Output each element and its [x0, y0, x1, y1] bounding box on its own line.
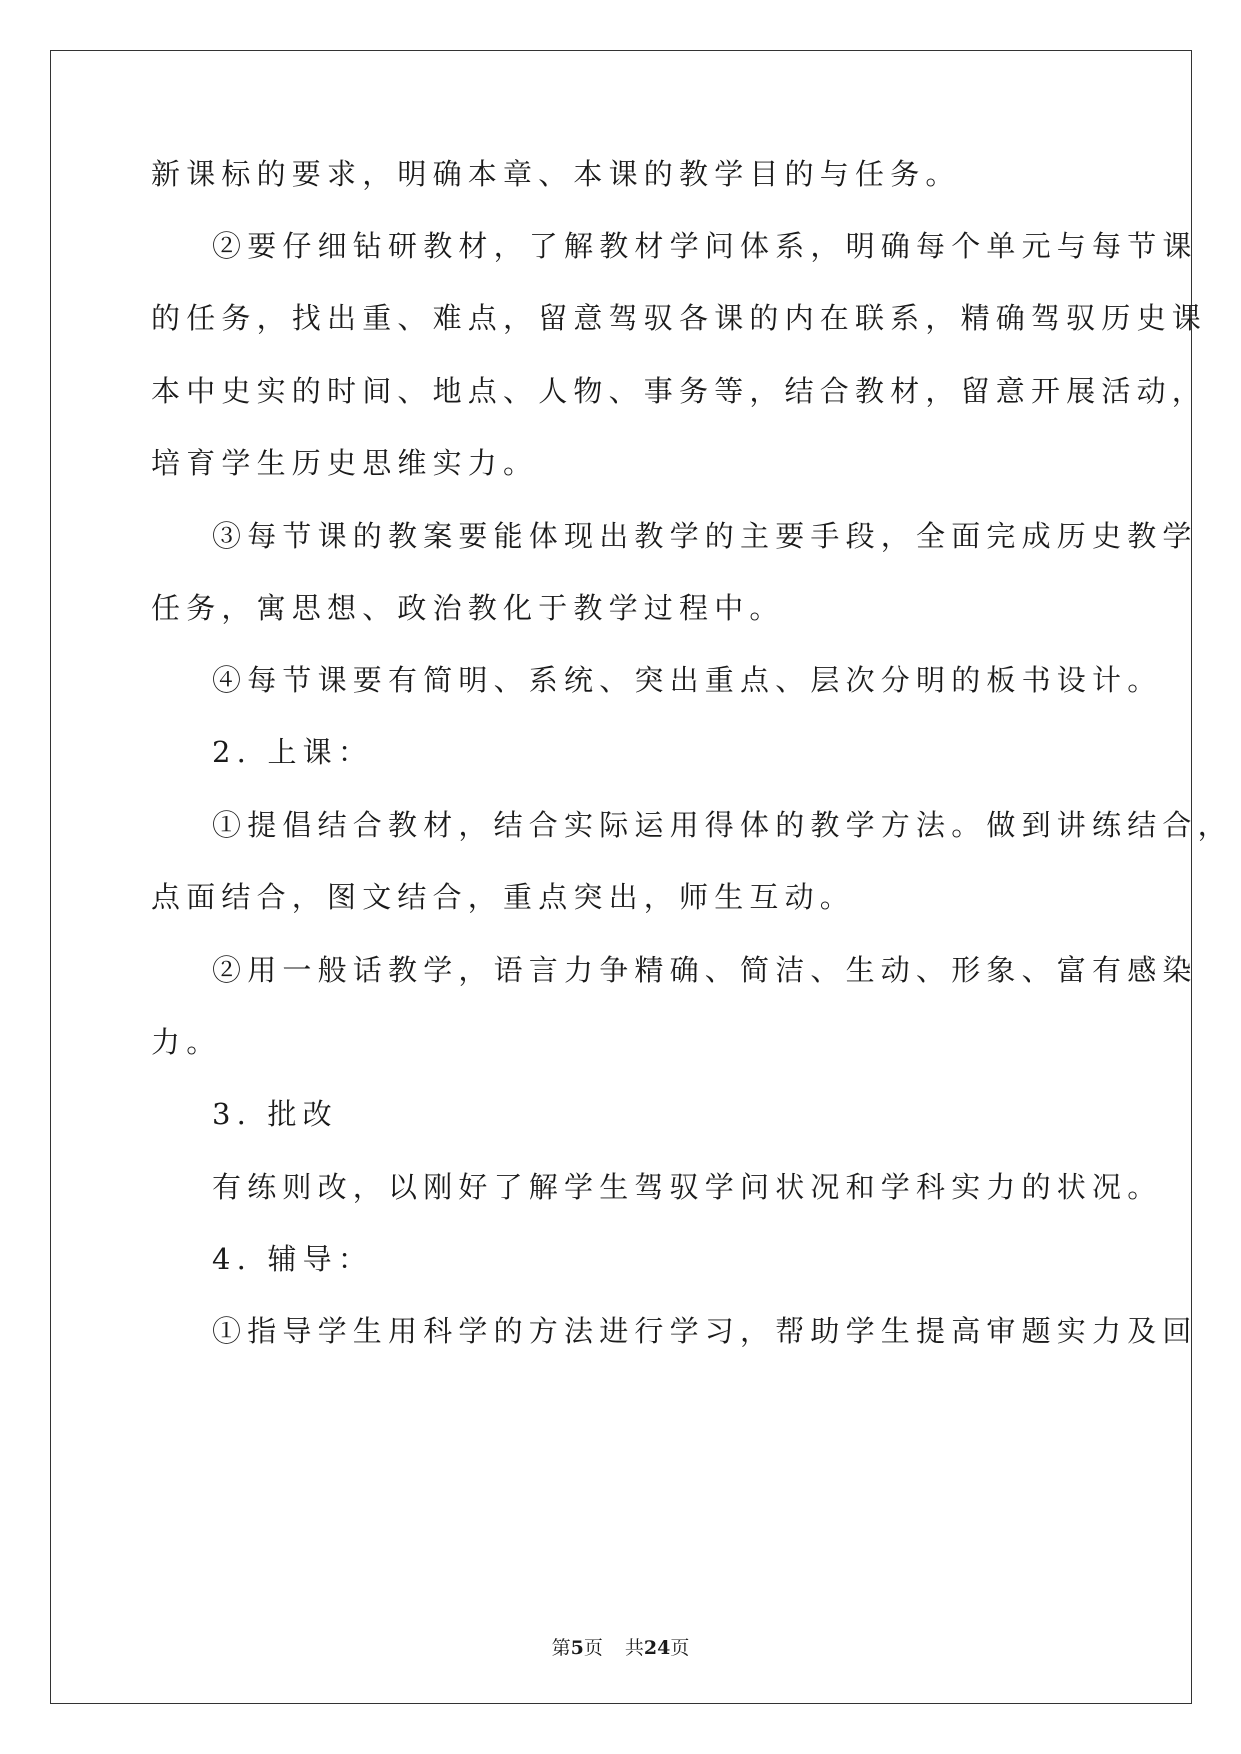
body-line-3: 的任务，找出重、难点，留意驾驭各课的内在联系，精确驾驭历史课 — [151, 301, 1208, 335]
page-suffix: 页 — [583, 1637, 603, 1659]
body-line-6: ③每节课的教案要能体现出教学的主要手段，全面完成历史教学 — [212, 519, 1198, 553]
page-border — [50, 50, 1192, 1704]
total-pages: 24 — [643, 1637, 671, 1659]
body-line-2: ②要仔细钻研教材，了解教材学问体系，明确每个单元与每节课 — [212, 229, 1198, 263]
body-line-15: 有练则改，以刚好了解学生驾驭学问状况和学科实力的状况。 — [212, 1170, 1163, 1204]
section-heading-class: 2. 上课： — [212, 735, 374, 769]
body-line-5: 培育学生历史思维实力。 — [151, 446, 539, 480]
section-heading-tutoring: 4. 辅导： — [212, 1242, 374, 1276]
total-prefix: 共 — [624, 1637, 644, 1659]
body-line-1: 新课标的要求，明确本章、本课的教学目的与任务。 — [151, 157, 961, 191]
body-line-7: 任务，寓思想、政治教化于教学过程中。 — [151, 591, 785, 625]
body-line-4: 本中史实的时间、地点、人物、事务等，结合教材，留意开展活动， — [151, 374, 1208, 408]
body-line-17: ①指导学生用科学的方法进行学习，帮助学生提高审题实力及回 — [212, 1314, 1198, 1348]
body-line-11: 点面结合，图文结合，重点突出，师生互动。 — [151, 880, 856, 914]
page-footer — [0, 1636, 1241, 1660]
body-line-10: ①提倡结合教材，结合实际运用得体的教学方法。做到讲练结合， — [212, 808, 1233, 842]
body-line-13: 力。 — [151, 1025, 222, 1059]
total-suffix: 页 — [670, 1637, 690, 1659]
body-line-12: ②用一般话教学，语言力争精确、简洁、生动、形象、富有感染 — [212, 953, 1198, 987]
body-line-8: ④每节课要有简明、系统、突出重点、层次分明的板书设计。 — [212, 663, 1163, 697]
section-heading-grading: 3. 批改 — [212, 1097, 338, 1131]
page-prefix: 第 — [551, 1637, 571, 1659]
page-number: 5 — [570, 1637, 584, 1659]
